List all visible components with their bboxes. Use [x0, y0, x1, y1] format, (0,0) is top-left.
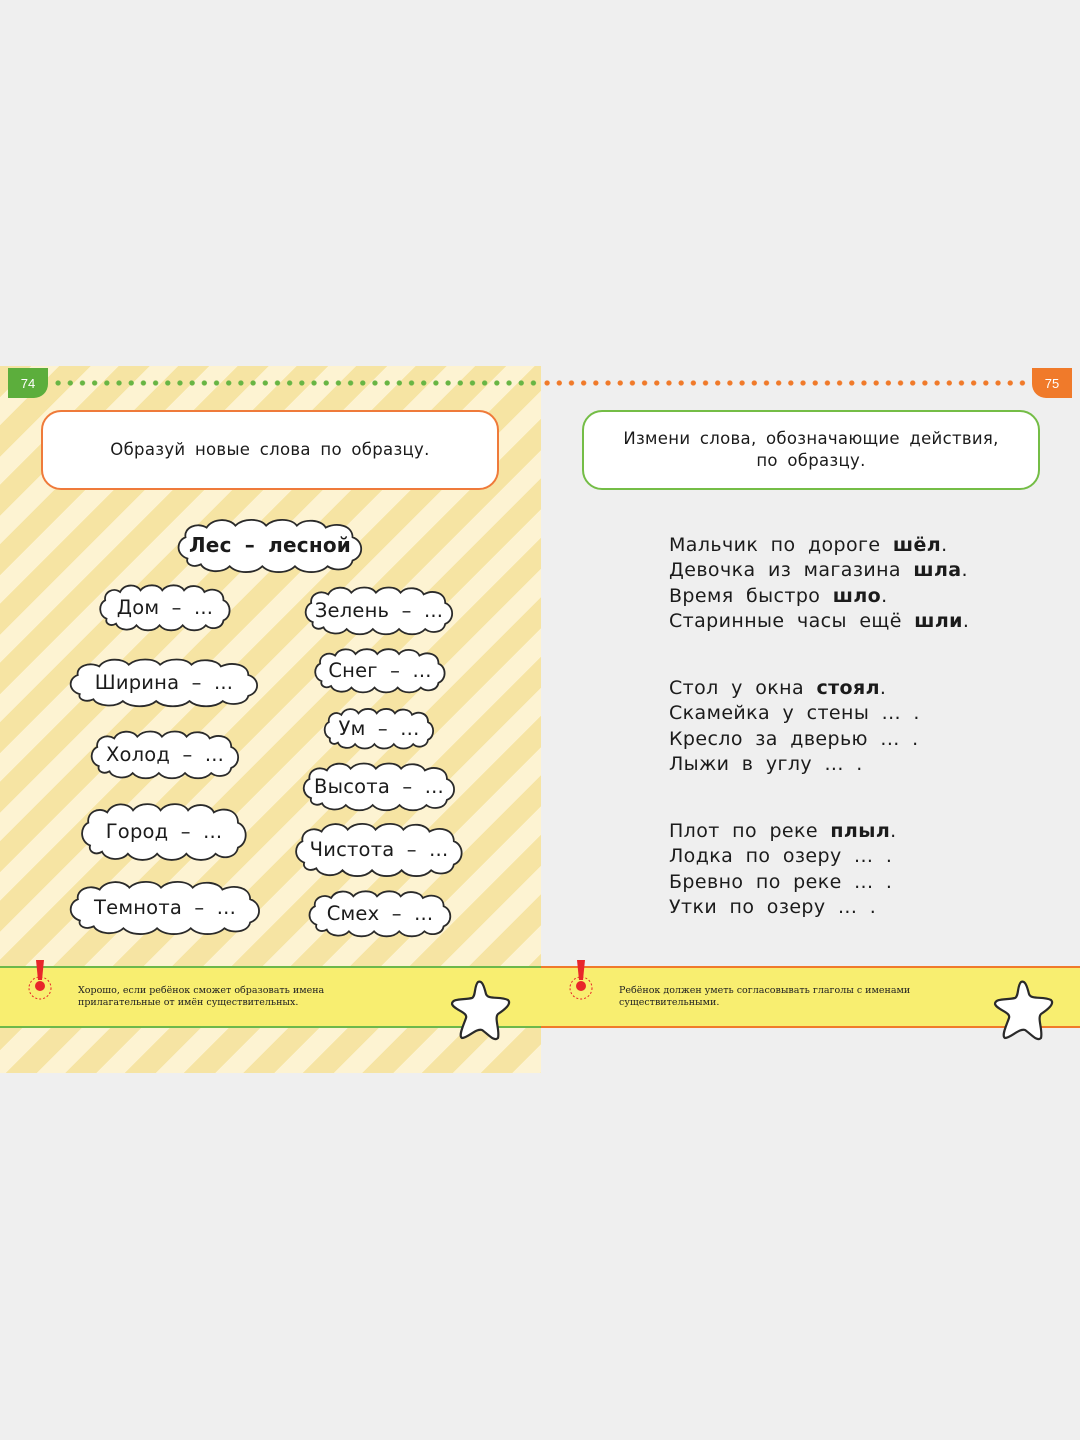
sentence: Стол у окна стоял. — [669, 677, 887, 699]
word-text: Ум – ... — [338, 716, 420, 740]
word-cloud-shirina — [66, 656, 262, 708]
word-text: Дом – ... — [116, 595, 214, 619]
tip-text-left: Хорошо, если ребёнок сможет образовать имена прилагательные от имён существительных. — [78, 985, 325, 1008]
sentence: Лыжи в углу ... . — [669, 753, 863, 776]
sentence-group-2 — [669, 676, 920, 778]
for-adults-badge-icon — [26, 958, 54, 1004]
word-cloud-chistota — [292, 820, 466, 878]
word-cloud-gorod — [78, 800, 250, 862]
instruction-box-right — [582, 410, 1040, 490]
word-text: Город – ... — [105, 819, 223, 843]
word-cloud-zelen — [302, 584, 456, 636]
word-cloud-holod — [88, 728, 242, 780]
instruction-box-left — [41, 410, 499, 490]
word-text: Чистота – ... — [309, 837, 449, 861]
instruction-line-1: Измени слова, обозначающие действия, — [623, 429, 999, 448]
word-cloud-smeh — [306, 888, 454, 938]
word-cloud-temnota — [66, 878, 264, 936]
sentence: Старинные часы ещё шли. — [669, 610, 970, 633]
instruction-line-2: по образцу. — [756, 451, 866, 470]
example-cloud — [174, 516, 366, 574]
sentence: Девочка из магазина шла. — [669, 559, 968, 582]
for-adults-badge-icon — [567, 958, 595, 1004]
book-spread — [0, 366, 1080, 1073]
page-number-left: 74 — [8, 368, 48, 398]
dotted-rule-right — [541, 380, 1031, 386]
sentence: Бревно по реке ... . — [669, 870, 893, 893]
sentence: Мальчик по дороге шёл. — [669, 534, 948, 556]
sentence-group-1 — [669, 533, 969, 635]
sentence: Скамейка у стены ... . — [669, 702, 920, 725]
example-text: Лес – лесной — [189, 533, 351, 557]
word-cloud-dom — [97, 582, 233, 632]
word-text: Зелень – ... — [314, 598, 444, 622]
sentence: Лодка по озеру ... . — [669, 845, 893, 868]
word-cloud-sneg — [312, 646, 448, 694]
dotted-rule-left — [52, 380, 540, 386]
tip-band-right — [541, 966, 1080, 1028]
star-icon — [991, 978, 1057, 1044]
sentence-group-3 — [669, 819, 897, 921]
tip-band-left — [0, 966, 541, 1028]
instruction-text: Образуй новые слова по образцу. — [110, 440, 430, 459]
word-cloud-um — [322, 706, 436, 750]
tip-text-right: Ребёнок должен уметь согласовывать глаголы с именами существительными. — [619, 985, 911, 1008]
sentence: Плот по реке плыл. — [669, 820, 897, 842]
word-cloud-vysota — [300, 760, 458, 812]
page-number-right: 75 — [1032, 368, 1072, 398]
word-text: Темнота – ... — [94, 895, 236, 919]
word-text: Ширина – ... — [94, 670, 234, 694]
word-text: Холод – ... — [105, 742, 225, 766]
word-text: Смех – ... — [326, 901, 434, 925]
sentence: Кресло за дверью ... . — [669, 727, 919, 750]
sentence: Время быстро шло. — [669, 584, 888, 607]
word-text: Высота – ... — [314, 774, 444, 798]
star-icon — [448, 978, 514, 1044]
sentence: Утки по озеру ... . — [669, 896, 877, 919]
word-text: Снег – ... — [328, 658, 432, 682]
